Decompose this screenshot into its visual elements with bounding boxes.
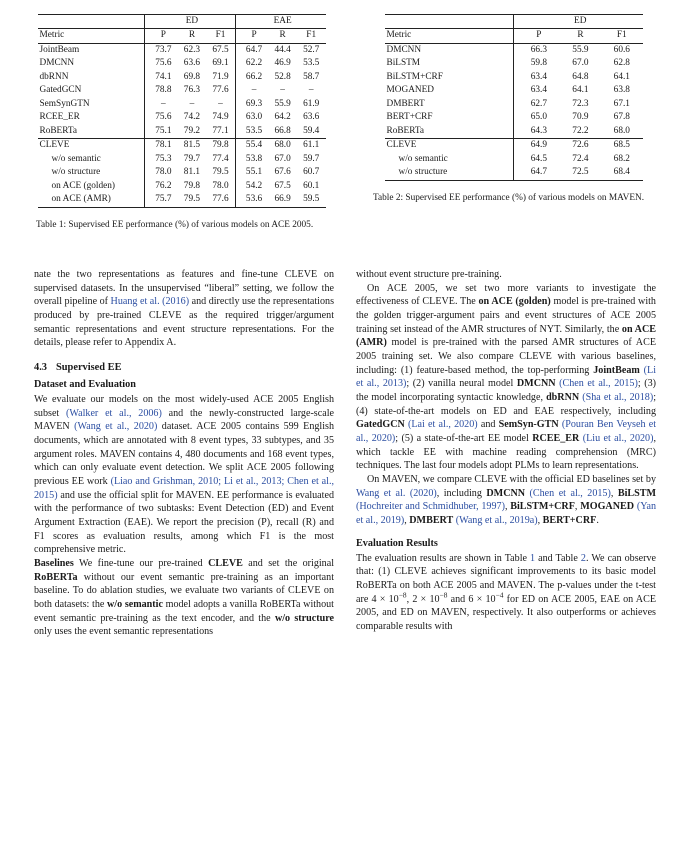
row-label: BiLSTM: [386, 58, 421, 69]
row-value: 72.2: [572, 125, 589, 136]
table-row: [38, 43, 326, 57]
citation-lai-2020[interactable]: (Lai et al., 2020): [404, 419, 478, 431]
row-value: 63.6: [183, 58, 201, 69]
row-value: –: [280, 85, 285, 96]
term-dmcnn: DMCNN: [516, 378, 556, 390]
row-label: CLEVE: [385, 139, 514, 153]
row-value: 69.3: [235, 98, 268, 111]
row-value: 55.9: [560, 43, 601, 57]
para-maven-p7: ,: [537, 515, 543, 527]
row-value: 60.6: [601, 43, 642, 57]
row-value: 64.1: [572, 85, 589, 96]
para-maven-baselines: [356, 473, 656, 528]
section-number: 4.3: [34, 362, 47, 374]
row-value: 63.0: [235, 111, 268, 124]
row-value: 68.0: [613, 125, 630, 136]
row-value: 75.6: [145, 57, 178, 70]
row-value: 63.4: [514, 84, 560, 97]
table-1: [38, 14, 326, 208]
para-maven-p1: On MAVEN, we compare CLEVE with the official ED baselines set by: [367, 474, 656, 486]
row-value: 66.8: [274, 125, 291, 136]
para-baselines-p4: model adopts a vanilla RoBERTa without event semantic pre-training as the text encoder, and the: [34, 599, 334, 624]
para-variants-p5: ; (3) the model incorporating syntactic knowledge,: [356, 378, 656, 404]
para-variants-p2: model is pre-trained with the golden trigger-argument pairs and event structures of ACE 2005 training set instead of the AMR structures of NYT. Similarly, the: [356, 296, 656, 335]
para-baselines: [34, 557, 334, 639]
citation-chen-2015-maven[interactable]: (Chen et al., 2015): [525, 487, 611, 499]
citation-li-2013[interactable]: (Li et al., 2013): [356, 364, 657, 390]
table-1-col-metric: Metric: [38, 29, 145, 43]
row-value: 73.7: [145, 43, 178, 57]
row-value: 59.8: [514, 57, 560, 70]
row-value: 70.9: [572, 112, 589, 123]
para-variants-p8: ; (5) a state-of-the-art EE model: [395, 433, 533, 445]
para-maven-p3: ,: [610, 487, 618, 499]
citation-pouran-2020[interactable]: (Pouran Ben Veyseh et al., 2020): [356, 419, 656, 445]
term-rcee-er: RCEE_ER: [532, 433, 580, 445]
table-row: [38, 111, 326, 124]
term-on-ace-golden: on ACE (golden): [478, 296, 551, 308]
table-row: [385, 125, 643, 139]
para-variants-p7: and: [477, 419, 499, 431]
term-bilstm: BiLSTM: [617, 487, 656, 499]
term-on-ace-amr: on ACE (AMR): [356, 323, 656, 349]
row-label: BiLSTM+CRF: [386, 71, 443, 82]
row-label: DMBERT: [386, 98, 425, 109]
term-cleve: CLEVE: [208, 558, 243, 570]
table-1-col-eae-f1: F1: [297, 29, 326, 43]
term-dmcnn-maven: DMCNN: [486, 487, 526, 499]
citation-sha-2018[interactable]: (Sha et al., 2018): [579, 392, 654, 404]
row-value: 81.5: [178, 139, 207, 153]
para-dataset-p2: and the newly-constructed large-scale MAVEN: [34, 407, 334, 433]
row-value: 72.3: [572, 98, 589, 109]
term-moganed: MOGANED: [580, 501, 635, 513]
row-value: 79.8: [206, 139, 235, 153]
row-label: BERT+CRF: [386, 112, 433, 123]
row-value: 65.0: [514, 111, 560, 124]
table-1-block: [34, 14, 329, 231]
table-row: [385, 139, 643, 153]
row-value: 54.2: [235, 180, 268, 193]
citation-walker-2006[interactable]: (Walker et al., 2006): [66, 407, 162, 419]
row-label: w/o semantic: [51, 153, 101, 164]
row-value: 55.4: [235, 139, 268, 153]
row-value: 67.0: [274, 153, 291, 164]
table-1-body: [38, 15, 326, 44]
row-label: on ACE (golden): [51, 180, 116, 191]
row-value: 59.5: [297, 193, 326, 207]
para-variants: [356, 282, 656, 473]
right-column: [356, 268, 656, 639]
row-label: RoBERTa: [386, 125, 425, 136]
term-semsyngtn: SemSyn-GTN: [498, 419, 559, 431]
subsection-dataset-and-evaluation: Dataset and Evaluation: [34, 379, 136, 391]
row-value: 67.1: [613, 98, 630, 109]
table-1-header-row: [38, 29, 326, 43]
row-label: w/o semantic: [398, 153, 448, 164]
term-bilstm-crf: BiLSTM+CRF: [510, 501, 575, 513]
runin-baselines: Baselines: [34, 558, 74, 570]
row-value: 69.1: [212, 58, 229, 69]
row-value: 55.1: [235, 166, 268, 179]
row-value: 79.8: [183, 180, 201, 191]
row-value: 75.3: [145, 153, 178, 166]
row-value: 59.4: [303, 125, 320, 136]
table-row: [38, 98, 326, 111]
row-value: 52.8: [274, 71, 291, 82]
table-row: [38, 153, 326, 166]
para-baselines-p2: and set the original: [242, 558, 334, 570]
para-dataset-p3: dataset. ACE 2005 contains 599 English documents, which are annotated with 8 event types, 33 subtypes, and 35 argument roles. MAVEN contains 4, 480 documents and 168 event types, which can only evaluate event detection. We split ACE 2005 following previous EE work: [34, 421, 334, 488]
row-value: 68.2: [613, 153, 630, 164]
row-value: 77.6: [212, 85, 229, 96]
citation-yan-2019[interactable]: (Yan et al., 2019): [356, 501, 656, 527]
table-2-rows-group-2: [385, 139, 643, 180]
table-2-group-ed: ED: [514, 15, 643, 29]
table-1-group-ed: ED: [145, 15, 236, 29]
ref-table-1[interactable]: 1: [530, 552, 536, 564]
row-value: 58.7: [303, 71, 320, 82]
row-value: 79.7: [183, 153, 201, 164]
table-row: [38, 125, 326, 139]
row-value: 76.3: [183, 85, 201, 96]
row-value: 63.8: [613, 85, 630, 96]
table-1-caption: Table 1: Supervised EE performance (%) of various models on ACE 2005.: [36, 219, 314, 230]
row-label: CLEVE: [38, 139, 145, 153]
para-baselines-p1: We fine-tune our pre-trained: [73, 558, 209, 570]
row-value: 64.5: [514, 153, 560, 166]
citation-liao-li-chen[interactable]: (Liao and Grishman, 2010; Li et al., 2013; Chen et al., 2015): [34, 476, 334, 501]
para-results-p3: . We can observe that: (1) CLEVE achieves significant improvements to its basic model RoBERTa on both ACE 2005 and MAVEN. The p-values under the t-test are 4 × 10: [356, 552, 657, 605]
table-1-rows-group-2: [38, 139, 326, 207]
row-value: 68.4: [601, 166, 642, 180]
para-maven-p4: ,: [504, 501, 511, 513]
table-1-col-ed-p: P: [145, 29, 178, 43]
para-dataset-evaluation: [34, 393, 334, 557]
table-1-group-header-row: [38, 15, 326, 29]
table-row: [38, 193, 326, 207]
row-value: 78.0: [212, 180, 229, 191]
para-continued-part1: nate the two representations as features and fine-tune CLEVE on supervised datasets. In the unsupervised “liberal” setting, we follow the overall pipeline of: [34, 269, 334, 308]
table-1-group-eae: EAE: [235, 15, 325, 29]
row-value: 66.2: [235, 71, 268, 84]
table-row: [385, 71, 643, 84]
subsection-evaluation-results: Evaluation Results: [356, 537, 438, 549]
row-label: GatedGCN: [39, 85, 82, 96]
para-results-p2: and Table: [535, 552, 581, 564]
row-value: 53.8: [235, 153, 268, 166]
row-value: 62.8: [613, 58, 630, 69]
row-value: 46.9: [274, 58, 291, 69]
row-value: 81.1: [183, 167, 201, 178]
table-2-body: [385, 15, 643, 44]
row-value: 64.9: [514, 139, 560, 153]
row-label: w/o structure: [385, 166, 514, 180]
row-value: 66.9: [268, 193, 297, 207]
table-row: [385, 57, 643, 70]
term-dmbert: DMBERT: [409, 515, 454, 527]
table-row: [38, 57, 326, 70]
row-value: 75.7: [145, 193, 178, 207]
row-value: 78.1: [145, 139, 178, 153]
row-value: 71.9: [212, 71, 229, 82]
row-label: on ACE (AMR): [38, 193, 145, 207]
row-value: 66.3: [514, 43, 560, 57]
para-variants-p6: ; (4) state-of-the-art models on ED and EAE respectively, including: [356, 392, 656, 417]
table-row: [385, 166, 643, 180]
table-1-col-eae-r: R: [268, 29, 297, 43]
row-label: w/o structure: [51, 167, 101, 178]
row-value: 75.6: [145, 111, 178, 124]
row-value: 72.5: [560, 166, 601, 180]
table-2-col-metric: Metric: [385, 29, 514, 43]
citation-huang-2016[interactable]: Huang et al. (2016): [110, 296, 190, 308]
table-2-rows-group-1: [385, 43, 643, 138]
citation-wang-2020[interactable]: (Wang et al., 2020): [74, 421, 158, 433]
row-value: 52.7: [297, 43, 326, 57]
table-row: [385, 84, 643, 97]
row-value: 78.8: [145, 84, 178, 97]
exponent-2: −8: [439, 590, 448, 600]
row-value: 68.0: [268, 139, 297, 153]
row-label: DMCNN: [39, 58, 75, 69]
row-value: 63.6: [303, 112, 320, 123]
para-variants-p3: model is pre-trained with the parsed AMR structures of ACE 2005 training set. We also compare CLEVE with various baselines, including: (1) feature-based method, the top-performing: [356, 337, 656, 376]
para-dataset-p1: We evaluate our models on the most widely-used ACE 2005 English subset: [34, 394, 334, 419]
table-2-caption: Table 2: Supervised EE performance (%) of various models on MAVEN.: [373, 192, 645, 203]
row-value: 62.3: [178, 43, 207, 57]
row-value: 44.4: [268, 43, 297, 57]
term-gatedgcn: GatedGCN: [356, 419, 405, 431]
table-2-col-p: P: [514, 29, 560, 43]
table-1-rows-group-1: [38, 43, 326, 138]
para-evaluation-results: [356, 552, 656, 634]
row-value: 79.2: [183, 125, 201, 136]
row-value: –: [308, 85, 314, 96]
table-1-group-blank: [38, 15, 145, 29]
term-dbrnn: dbRNN: [546, 392, 580, 404]
section-heading-4-3: [34, 362, 334, 373]
table-2-block: [371, 14, 656, 231]
row-value: 77.6: [206, 193, 235, 207]
table-1-col-eae-p: P: [235, 29, 268, 43]
row-value: 67.6: [274, 167, 291, 178]
row-value: –: [189, 98, 195, 109]
left-column: [34, 268, 334, 639]
row-label: dbRNN: [39, 71, 69, 82]
section-title: Supervised EE: [56, 362, 122, 374]
row-value: 79.5: [178, 193, 207, 207]
para-continued-part2: and directly use the representations produced by pre-trained CLEVE as the required trigger/argument semantic representations and event structure representations. For the details, please refer to Appendix A.: [34, 296, 335, 349]
table-row: [38, 71, 326, 84]
row-value: 59.7: [303, 153, 320, 164]
para-results-p1: The evaluation results are shown in Table: [356, 552, 531, 564]
body-columns: [0, 268, 690, 639]
para-maven-p8: .: [596, 515, 599, 527]
row-label: RoBERTa: [39, 125, 78, 136]
row-value: 68.5: [601, 139, 642, 153]
row-value: 69.8: [183, 71, 201, 82]
table-2-col-f1: F1: [601, 29, 642, 43]
row-value: 79.5: [212, 167, 229, 178]
para-maven-p2: , including: [436, 487, 487, 499]
citation-wang-2019a[interactable]: (Wang et al., 2019a): [453, 515, 538, 527]
row-label: RCEE_ER: [39, 112, 80, 123]
row-value: –: [235, 84, 268, 97]
ref-table-2[interactable]: 2: [580, 552, 586, 564]
row-value: 75.1: [145, 125, 178, 139]
row-label: JointBeam: [38, 43, 145, 57]
row-value: 64.7: [514, 166, 560, 180]
row-value: 67.5: [274, 180, 291, 191]
row-value: 74.1: [145, 71, 178, 84]
term-wo-structure: w/o structure: [274, 612, 334, 624]
para-variants-p4: ; (2) vanilla neural model: [406, 378, 517, 390]
row-value: 77.1: [212, 125, 229, 136]
tables-row: [0, 0, 690, 231]
row-value: 72.4: [572, 153, 589, 164]
table-row: [38, 180, 326, 193]
row-value: 76.2: [145, 180, 178, 193]
row-label: DMCNN: [385, 43, 514, 57]
term-roberta: RoBERTa: [34, 571, 78, 583]
row-label: MOGANED: [386, 85, 435, 96]
row-value: 55.9: [274, 98, 291, 109]
row-value: 63.4: [514, 71, 560, 84]
row-value: 64.1: [613, 71, 630, 82]
para-results-p5: and 6 × 10: [447, 593, 496, 605]
row-value: 64.8: [572, 71, 589, 82]
row-value: 61.9: [303, 98, 320, 109]
table-2-col-r: R: [560, 29, 601, 43]
term-jointbeam: JointBeam: [593, 364, 640, 376]
para-continued: [34, 268, 334, 350]
row-value: 61.1: [297, 139, 326, 153]
table-2: [385, 14, 643, 181]
row-value: 72.6: [560, 139, 601, 153]
row-value: 60.1: [303, 180, 320, 191]
table-row: [385, 111, 643, 124]
row-value: 64.3: [514, 125, 560, 139]
row-value: 67.0: [572, 58, 589, 69]
row-value: 74.9: [212, 112, 229, 123]
table-row: [38, 166, 326, 179]
row-value: 53.5: [235, 125, 268, 139]
citation-hochreiter-1997[interactable]: (Hochreiter and Schmidhuber, 1997): [356, 501, 505, 513]
row-value: 64.2: [274, 112, 291, 123]
row-value: 67.8: [613, 112, 630, 123]
row-value: –: [218, 98, 223, 109]
term-wo-semantic: w/o semantic: [107, 599, 163, 611]
table-2-header-row: [385, 29, 643, 43]
para-baselines-p3: without our event semantic pre-training as an important baseline. To do ablation studies, we evaluate two variants of CLEVE on both datasets: the: [34, 571, 334, 611]
row-value: 53.6: [235, 193, 268, 207]
exponent-1: −8: [398, 590, 407, 600]
term-bert-crf: BERT+CRF: [542, 515, 597, 527]
row-value: 67.5: [206, 43, 235, 57]
para-dataset-p4: and use the official split for MAVEN. EE performance is evaluated with the performance of two subtasks: Event Detection (ED) and Event Argument Extraction (EAE). We report the precision (P), recall (R) and F1 scores as evaluation results, among which F1 is the most comprehensive metric.: [34, 489, 334, 556]
para-results-p4: , 2 × 10: [406, 593, 440, 605]
citation-chen-2015[interactable]: (Chen et al., 2015): [555, 378, 638, 390]
para-baselines-p5: only uses the event semantic representations: [34, 626, 214, 638]
para-maven-p6: ,: [404, 515, 410, 527]
table-row: [385, 153, 643, 166]
row-value: 53.5: [303, 58, 320, 69]
row-value: 77.4: [212, 153, 229, 164]
row-value: –: [145, 98, 178, 111]
table-row: [385, 98, 643, 111]
exponent-3: −4: [495, 590, 504, 600]
para-top-continued: without event structure pre-training.: [356, 269, 502, 280]
para-maven-p5: ,: [574, 501, 581, 513]
row-value: 74.2: [183, 112, 201, 123]
row-value: 60.7: [303, 167, 320, 178]
table-1-col-ed-f1: F1: [206, 29, 235, 43]
row-value: 78.0: [145, 166, 178, 179]
table-row: [385, 43, 643, 57]
para-variants-p9: , which tackle EE with machine reading comprehension (MRC) techniques. The last four models adopt PLMs to learn representations.: [356, 433, 656, 472]
row-label: SemSynGTN: [39, 98, 90, 109]
citation-wang-2020-maven[interactable]: Wang et al. (2020): [356, 487, 437, 499]
row-value: 62.2: [235, 57, 268, 70]
table-2-group-header-row: [385, 15, 643, 29]
row-value: 62.7: [514, 98, 560, 111]
row-value: 64.7: [235, 43, 268, 57]
table-row: [38, 139, 326, 153]
citation-liu-2020[interactable]: (Liu et al., 2020): [579, 433, 654, 445]
para-variants-p1: On ACE 2005, we set two more variants to investigate the effectiveness of CLEVE. The: [356, 282, 656, 308]
table-row: [38, 84, 326, 97]
table-1-col-ed-r: R: [178, 29, 207, 43]
para-results-p6: for ED on ACE 2005, EAE on ACE 2005, and ED on MAVEN, respectively. It also outperforms or achieves comparable results with: [356, 593, 656, 633]
table-2-group-blank: [385, 15, 514, 29]
